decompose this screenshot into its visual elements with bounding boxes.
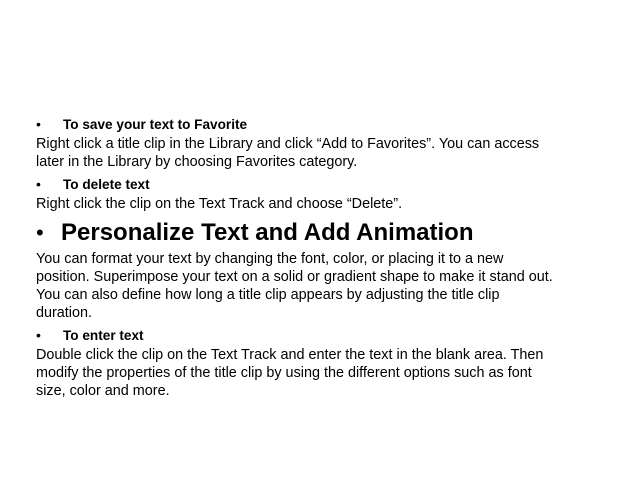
paragraph-line: duration. [36,305,93,321]
paragraph-delete-text [36,195,626,213]
paragraph-line: Double click the clip on the Text Track and enter the text in the blank area. Then [36,347,544,363]
subheading-delete-text [36,174,626,195]
paragraph-personalize [36,250,626,322]
subheading-enter-text [36,325,626,346]
slide-content [36,114,626,403]
bullet-glyph: • [36,116,41,132]
bullet-glyph: • [36,327,41,343]
paragraph-line: Right click a title clip in the Library and click “Add to Favorites”. You can access [36,136,540,152]
subheading-enter-text-text: To enter text [63,328,144,343]
paragraph-line: You can also define how long a title clip appears by adjusting the title clip [36,287,500,303]
subheading-save-favorite [36,114,626,135]
subheading-save-favorite-text: To save your text to Favorite [63,117,248,132]
paragraph-enter-text [36,346,626,400]
paragraph-line: size, color and more. [36,383,170,399]
subheading-delete-text-text: To delete text [63,177,150,192]
paragraph-line: later in the Library by choosing Favorites category. [36,154,358,170]
paragraph-line: modify the properties of the title clip by using the different options such as font [36,365,532,381]
paragraph-line: position. Superimpose your text on a solid or gradient shape to make it stand out. [36,269,553,285]
heading-personalize [36,216,626,250]
paragraph-line: Right click the clip on the Text Track and choose “Delete”. [36,196,403,212]
paragraph-save-favorite [36,135,626,171]
bullet-glyph: • [36,220,44,245]
heading-personalize-text: Personalize Text and Add Animation [61,219,474,246]
bullet-glyph: • [36,176,41,192]
paragraph-line: You can format your text by changing the font, color, or placing it to a new [36,251,504,267]
